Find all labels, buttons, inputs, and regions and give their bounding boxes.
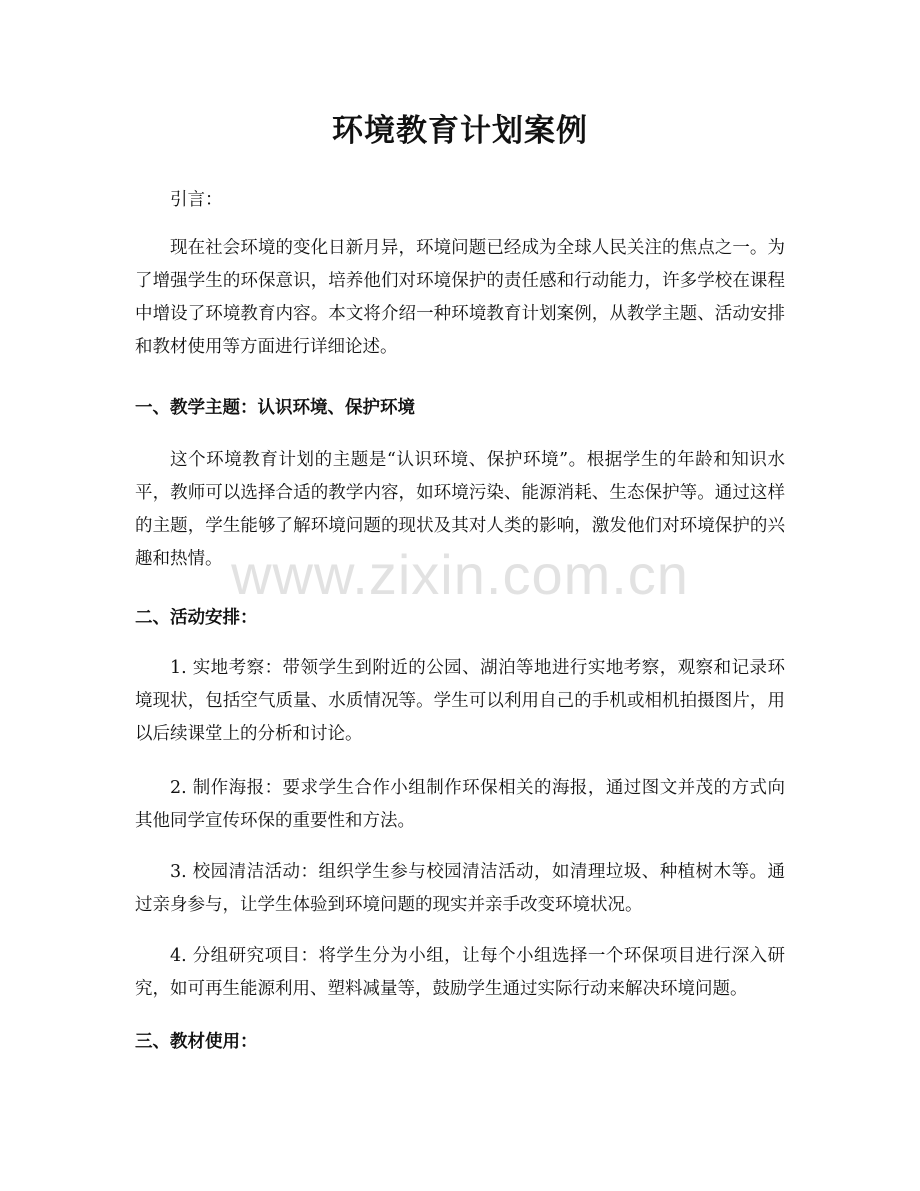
section-heading-activities: 二、活动安排： <box>135 608 258 628</box>
list-item: 4. 分组研究项目：将学生分为小组，让每个小组选择一个环保项目进行深入研究，如可再生能源利用、塑料减量等，鼓励学生通过实际行动来解决环境问题。 <box>135 946 785 999</box>
watermark: www.zixin.com.cn <box>231 543 689 606</box>
section-heading-teaching-theme: 一、教学主题：认识环境、保护环境 <box>135 398 415 418</box>
page-title: 环境教育计划案例 <box>332 113 588 149</box>
section-heading-materials: 三、教材使用： <box>135 1032 258 1052</box>
intro-label: 引言： <box>170 190 223 210</box>
intro-paragraph: 现在社会环境的变化日新月异，环境问题已经成为全球人民关注的焦点之一。为了增强学生的环保意识，培养他们对环境保护的责任感和行动能力，许多学校在课程中增设了环境教育内容。本文将介绍一种环境教育计划案例，从教学主题、活动安排和教材使用等方面进行详细论述。 <box>135 238 785 357</box>
list-item: 1. 实地考察：带领学生到附近的公园、湖泊等地进行实地考察，观察和记录环境现状，包括空气质量、水质情况等。学生可以利用自己的手机或相机拍摄图片，用以后续课堂上的分析和讨论。 <box>135 658 785 744</box>
list-item: 2. 制作海报：要求学生合作小组制作环保相关的海报，通过图文并茂的方式向其他同学宣传环保的重要性和方法。 <box>135 778 785 831</box>
list-item: 3. 校园清洁活动：组织学生参与校园清洁活动，如清理垃圾、种植树木等。通过亲身参与，让学生体验到环境问题的现实并亲手改变环境状况。 <box>135 862 785 915</box>
section-paragraph-teaching-theme: 这个环境教育计划的主题是“认识环境、保护环境”。根据学生的年龄和知识水平，教师可以选择合适的教学内容，如环境污染、能源消耗、生态保护等。通过这样的主题，学生能够了解环境问题的现状及其对人类的影响，激发他们对环境保护的兴趣和热情。 <box>135 450 785 569</box>
